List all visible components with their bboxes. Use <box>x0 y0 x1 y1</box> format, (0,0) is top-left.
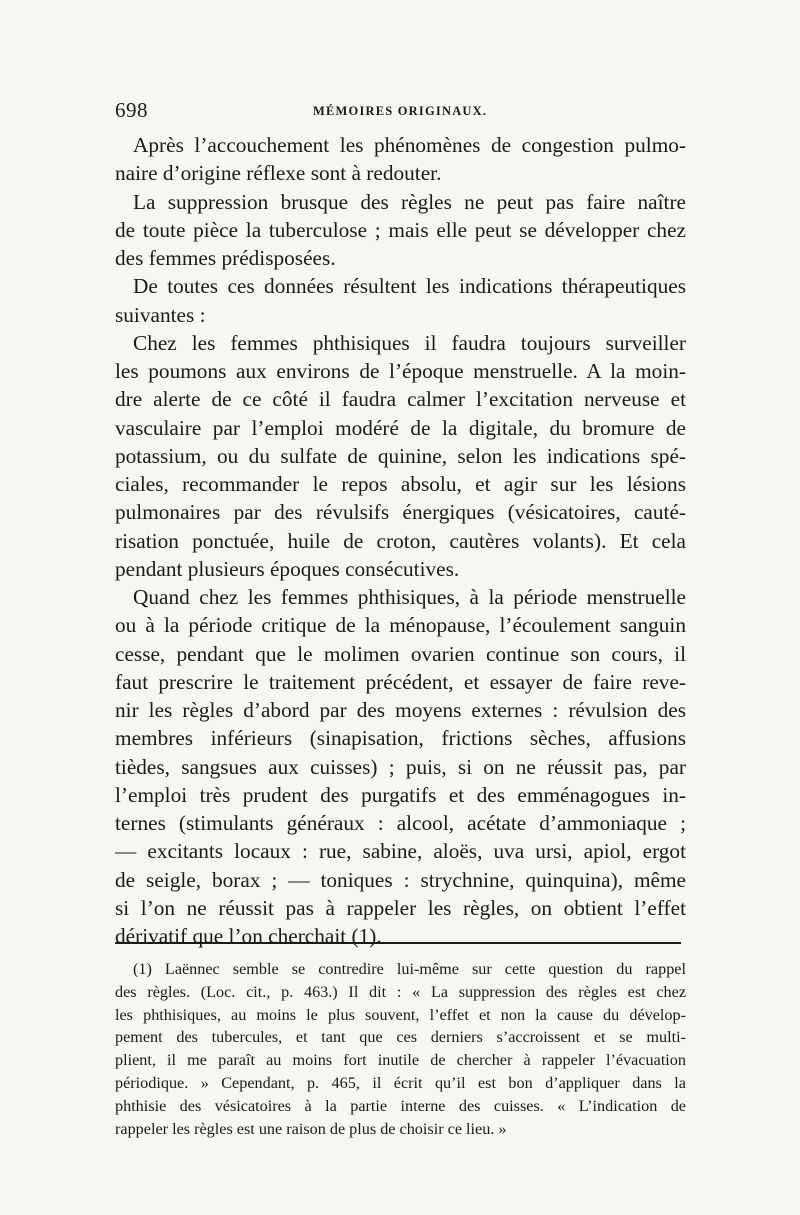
footnote-line: phthisie des vésicatoires à la partie interne des cuisses. « L’indication de <box>115 1096 686 1115</box>
footnote <box>115 958 686 1140</box>
text-line: dérivatif que l’on cherchait (1). <box>115 924 382 948</box>
footnote-line: des règles. (Loc. cit., p. 463.) Il dit : « La suppression des règles est chez <box>115 982 686 1001</box>
text-line: ternes (stimulants généraux : alcool, acétate d’ammoniaque ; <box>115 811 686 835</box>
text-line: dre alerte de ce côté il faudra calmer l’excitation nerveuse et <box>115 387 686 412</box>
running-title: MÉMOIRES ORIGINAUX. <box>313 104 488 118</box>
footnote-line: périodique. » Cependant, p. 465, il écrit qu’il est bon d’appliquer dans la <box>115 1073 686 1092</box>
text-line: De toutes ces données résultent les indications thérapeutiques <box>133 274 686 299</box>
text-line: potassium, ou du sulfate de quinine, selon les indications spé- <box>115 443 686 468</box>
text-line: membres inférieurs (sinapisation, frictions sèches, affusions <box>115 726 686 751</box>
text-line: cesse, pendant que le molimen ovarien continue son cours, il <box>115 641 686 666</box>
text-line: faut prescrire le traitement précédent, et essayer de faire reve- <box>115 669 686 694</box>
text-line: des femmes prédisposées. <box>115 246 336 270</box>
text-line: suivantes : <box>115 302 206 327</box>
text-line: vasculaire par l’emploi modéré de la digitale, du bromure de <box>115 415 686 440</box>
footnote-divider <box>115 942 681 944</box>
text-line: l’emploi très prudent des purgatifs et des emménagogues in- <box>115 782 686 807</box>
text-line: tièdes, sangsues aux cuisses) ; puis, si on ne réussit pas, par <box>115 754 686 779</box>
text-line: pulmonaires par des révulsifs énergiques (vésicatoires, cauté- <box>115 500 686 525</box>
text-line: ou à la période critique de la ménopause, l’écoulement sanguin <box>115 613 686 638</box>
text-line: si l’on ne réussit pas à rappeler les règles, on obtient l’effet <box>115 895 686 920</box>
text-line: — excitants locaux : rue, sabine, aloës, uva ursi, apiol, ergot <box>115 839 686 864</box>
running-head <box>115 98 685 128</box>
footnote-line: rappeler les règles est une raison de plus de choisir ce lieu. » <box>115 1119 507 1138</box>
text-line: Après l’accouchement les phénomènes de congestion pulmo- <box>133 133 686 157</box>
text-line: Quand chez les femmes phthisiques, à la période menstruelle <box>133 585 686 609</box>
page-number: 698 <box>115 98 148 122</box>
text-line: naire d’origine réflexe sont à redouter. <box>115 161 442 186</box>
text-line: nir les règles d’abord par des moyens externes : révulsion des <box>115 698 686 722</box>
text-line: La suppression brusque des règles ne peut pas faire naître <box>133 189 686 214</box>
text-line: risation ponctuée, huile de croton, cautères volants). Et cela <box>115 528 686 553</box>
text-line: Chez les femmes phthisiques il faudra toujours surveiller <box>133 330 686 355</box>
text-line: ciales, recommander le repos absolu, et agir sur les lésions <box>115 472 686 496</box>
footnote-line: (1) Laënnec semble se contredire lui-même sur cette question du rappel <box>133 960 686 978</box>
text-line: pendant plusieurs époques consécutives. <box>115 556 460 581</box>
footnote-line: les phthisiques, au moins le plus souvent, l’effet et non la cause du dévelop- <box>115 1005 686 1024</box>
text-line: de seigle, borax ; — toniques : strychnine, quinquina), même <box>115 867 686 892</box>
footnote-line: pement des tubercules, et tant que ces derniers s’accroissent et se multi- <box>115 1028 686 1047</box>
text-line: les poumons aux environs de l’époque menstruelle. A la moin- <box>115 359 686 383</box>
text-line: de toute pièce la tuberculose ; mais elle peut se développer chez <box>115 217 686 242</box>
main-text <box>115 131 686 950</box>
footnote-line: plient, il me paraît au moins fort inutile de chercher à rappeler l’évacuation <box>115 1051 686 1070</box>
